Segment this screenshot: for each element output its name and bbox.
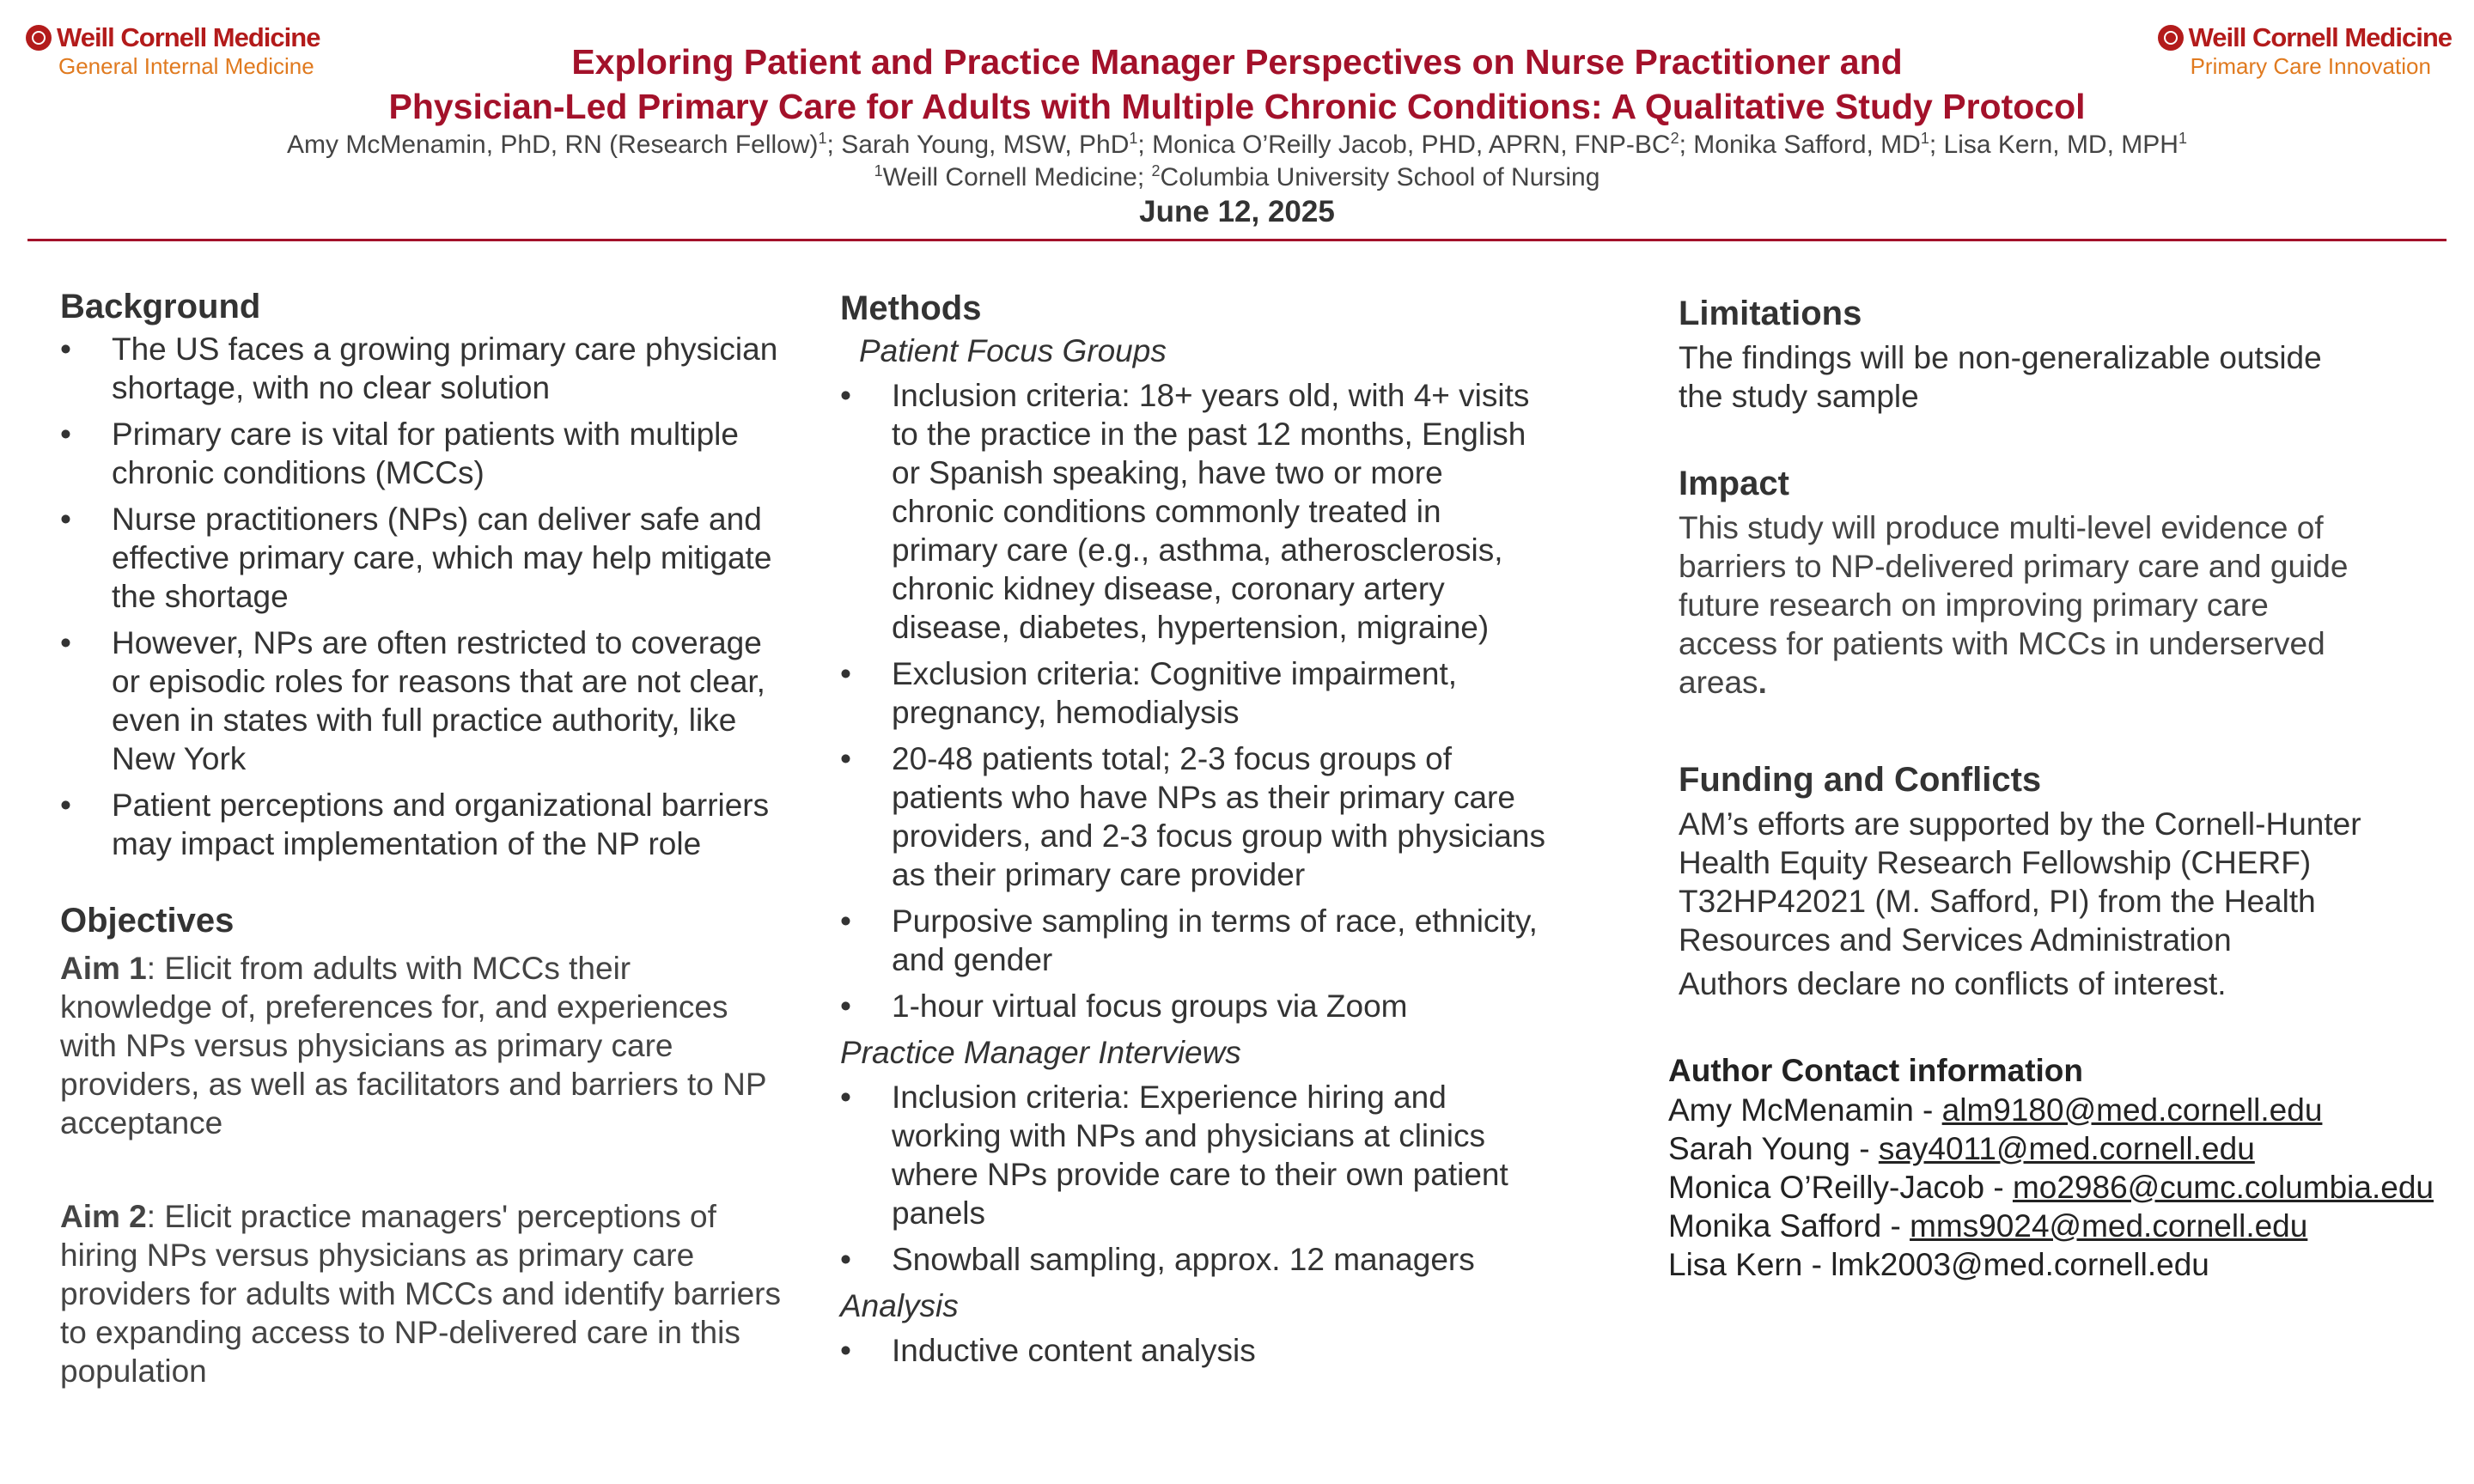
contact-name: Monica O’Reilly-Jacob - — [1668, 1170, 2013, 1205]
affiliation-name: Weill Cornell Medicine — [882, 163, 1137, 192]
author-affiliation-number: 1 — [1129, 130, 1138, 147]
contact-name: Monika Safford - — [1668, 1208, 1910, 1244]
aim-2 — [60, 1197, 782, 1390]
focus-group-bullet: • 1-hour virtual focus groups via Zoom — [840, 987, 1553, 1025]
contact-name: Lisa Kern - — [1668, 1247, 1831, 1282]
impact-body: This study will produce multi-level evidence of barriers to NP-delivered primary care and guide future research on improving primary care access for patients with MCCs in underserved areas — [1679, 510, 2349, 700]
patient-focus-groups-label: Patient Focus Groups — [859, 333, 1167, 368]
background-list — [60, 330, 782, 863]
column-middle — [840, 283, 1553, 1378]
contact-name: Amy McMenamin - — [1668, 1092, 1942, 1128]
contact-list — [1668, 1091, 2450, 1284]
objectives-heading: Objectives — [60, 902, 235, 940]
interview-bullet: • Inclusion criteria: Experience hiring and working with NPs and physicians at clinics where NPs provide care to their own patient panels — [840, 1078, 1553, 1232]
affiliation-separator: ; — [1136, 163, 1152, 192]
author-affiliation-number: 1 — [1920, 130, 1929, 147]
aim-1-text: : Elicit from adults with MCCs their knowledge of, preferences for, and experiences with NPs versus physicians as primary care providers, as well as facilitators and barriers to NP acceptance — [60, 951, 766, 1140]
impact-period: . — [1758, 665, 1767, 700]
funding-text: AM’s efforts are supported by the Cornell-Hunter Health Equity Research Fellowship (CHERF) T32HP42021 (M. Safford, PI) from the Health Resources and Services Administration — [1679, 806, 2361, 958]
contact-row — [1668, 1245, 2450, 1284]
author-list — [0, 129, 2474, 161]
column-right — [1668, 283, 2450, 1284]
contact-email: lmk2003@med.cornell.edu — [1831, 1247, 2209, 1282]
author-separator: ; — [1679, 131, 1694, 159]
author-name: Lisa Kern, MD, MPH — [1943, 131, 2178, 159]
poster-title-line-1: Exploring Patient and Practice Manager Perspectives on Nurse Practitioner and — [571, 42, 1903, 82]
contact-row — [1668, 1168, 2450, 1207]
analysis-list — [840, 1331, 1553, 1370]
background-bullet: • Nurse practitioners (NPs) can deliver safe and effective primary care, which may help mitigate the shortage — [60, 500, 782, 616]
funding-heading: Funding and Conflicts — [1679, 761, 2042, 799]
poster-title-line-2: Physician-Led Primary Care for Adults with Multiple Chronic Conditions: A Qualitative Study Protocol — [388, 87, 2086, 126]
contact-email-link[interactable]: mo2986@cumc.columbia.edu — [2012, 1170, 2434, 1205]
author-name: Monica O’Reilly Jacob, PHD, APRN, FNP-BC — [1152, 131, 1671, 159]
contact-heading: Author Contact information — [1668, 1053, 2084, 1088]
aim-2-label: Aim 2 — [60, 1199, 147, 1234]
focus-group-bullet: • Inclusion criteria: 18+ years old, with 4+ visits to the practice in the past 12 months, English or Spanish speaking, have two or more chronic conditions commonly treated in primary care (e.g., asthma, atherosclerosis, chronic kidney disease, coronary artery disease, diabetes, hypertension, migraine) — [840, 376, 1553, 647]
logo-name: Weill Cornell Medicine — [57, 22, 320, 52]
contact-row — [1668, 1129, 2450, 1168]
logo-name: Weill Cornell Medicine — [2188, 22, 2452, 52]
author-name: Monika Safford, MD — [1693, 131, 1921, 159]
conflicts-text: Authors declare no conflicts of interest. — [1679, 966, 2227, 1001]
interview-bullet: • Snowball sampling, approx. 12 managers — [840, 1240, 1553, 1279]
background-bullet: • The US faces a growing primary care physician shortage, with no clear solution — [60, 330, 782, 407]
author-affiliation-number: 2 — [1670, 130, 1679, 147]
affiliations — [0, 161, 2474, 194]
interviews-list — [840, 1078, 1553, 1279]
aim-1-label: Aim 1 — [60, 951, 147, 986]
focus-group-bullet: • 20-48 patients total; 2-3 focus groups of patients who have NPs as their primary care providers, and 2-3 focus group with physicians as their primary care provider — [840, 739, 1553, 894]
author-separator: ; — [1137, 131, 1153, 159]
background-heading: Background — [60, 288, 261, 325]
author-name: Amy McMenamin, PhD, RN (Research Fellow) — [287, 131, 819, 159]
limitations-heading: Limitations — [1679, 295, 1862, 332]
logo-subtitle: General Internal Medicine — [58, 53, 314, 79]
author-affiliation-number: 1 — [2178, 130, 2187, 147]
analysis-bullet: • Inductive content analysis — [840, 1331, 1553, 1370]
contact-email-link[interactable]: say4011@med.cornell.edu — [1878, 1131, 2255, 1166]
contact-email-link[interactable]: alm9180@med.cornell.edu — [1941, 1092, 2323, 1128]
background-bullet: • Primary care is vital for patients with multiple chronic conditions (MCCs) — [60, 415, 782, 492]
analysis-label: Analysis — [840, 1288, 959, 1323]
focus-group-bullet: • Exclusion criteria: Cognitive impairment, pregnancy, hemodialysis — [840, 654, 1553, 732]
impact-heading: Impact — [1679, 465, 1789, 502]
contact-row — [1668, 1207, 2450, 1245]
affiliation-number: 1 — [874, 162, 883, 179]
methods-heading: Methods — [840, 289, 982, 327]
background-bullet: • Patient perceptions and organizational barriers may impact implementation of the NP role — [60, 786, 782, 863]
contact-email-link[interactable]: mms9024@med.cornell.edu — [1910, 1208, 2308, 1244]
impact-text — [1679, 508, 2366, 702]
author-name: Sarah Young, MSW, PhD — [841, 131, 1130, 159]
header-divider — [27, 239, 2447, 241]
aim-2-text: : Elicit practice managers' perceptions of hiring NPs versus physicians as primary care providers for adults with MCCs and identify barriers to expanding access to NP-delivered care in this population — [60, 1199, 781, 1389]
limitations-text: The findings will be non-generalizable outside the study sample — [1679, 340, 2322, 414]
practice-manager-interviews-label: Practice Manager Interviews — [840, 1035, 1241, 1070]
contact-row — [1668, 1091, 2450, 1129]
author-separator: ; — [1929, 131, 1944, 159]
affiliation-number: 2 — [1151, 162, 1161, 179]
author-separator: ; — [826, 131, 842, 159]
focus-groups-list — [840, 376, 1553, 1025]
logo-subtitle: Primary Care Innovation — [2190, 53, 2431, 79]
aim-1 — [60, 949, 782, 1142]
contact-section — [1668, 1051, 2450, 1284]
contact-name: Sarah Young - — [1668, 1131, 1879, 1166]
author-affiliation-number: 1 — [818, 130, 827, 147]
background-bullet: • However, NPs are often restricted to coverage or episodic roles for reasons that are not clear, even in states with full practice authority, like New York — [60, 623, 782, 778]
poster-date: June 12, 2025 — [1139, 195, 1335, 228]
focus-group-bullet: • Purposive sampling in terms of race, ethnicity, and gender — [840, 902, 1553, 979]
column-left — [60, 283, 782, 1390]
poster-header — [0, 40, 2474, 230]
affiliation-name: Columbia University School of Nursing — [1160, 163, 1600, 192]
